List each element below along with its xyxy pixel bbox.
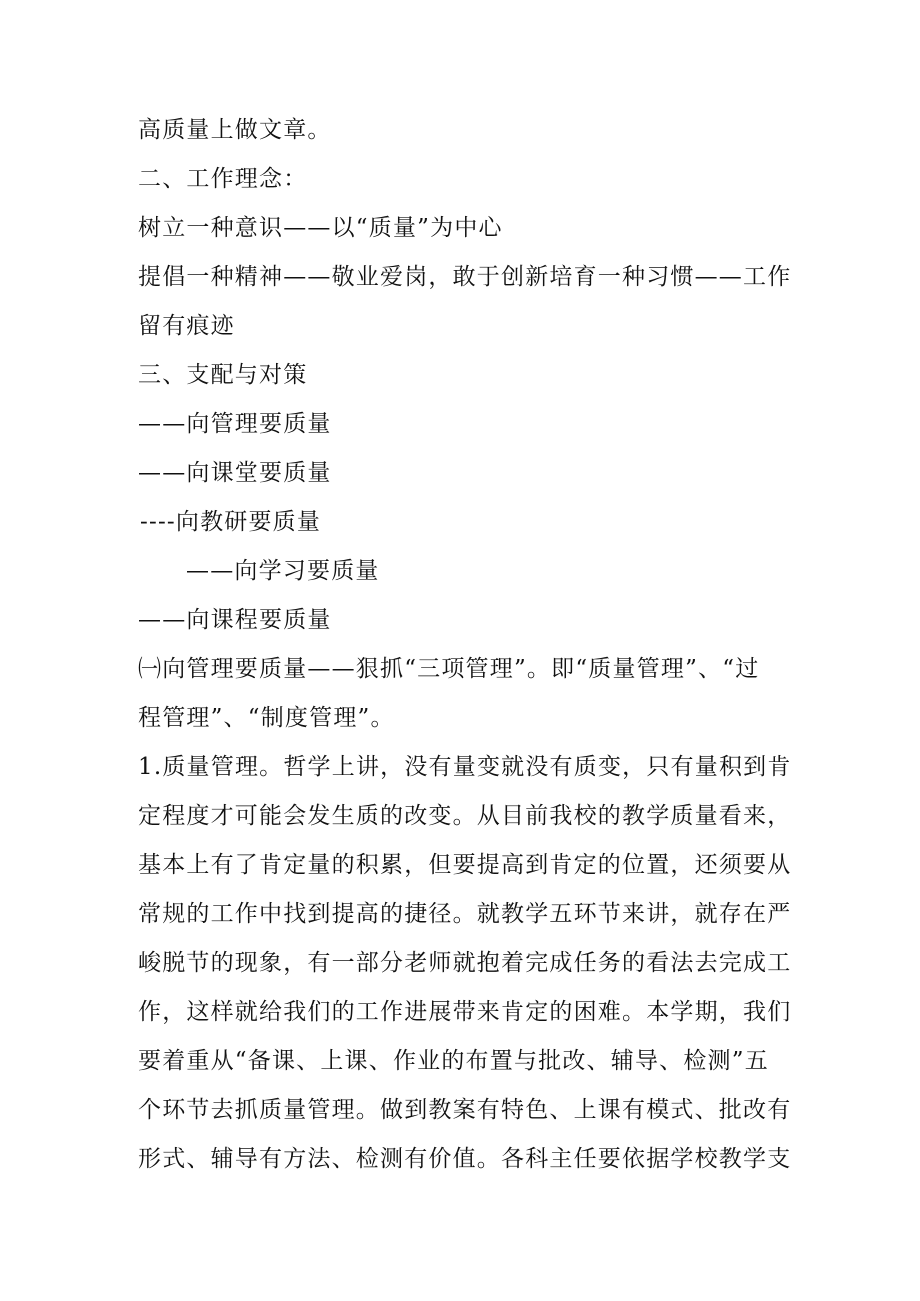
text-line-3: 树立一种意识——以“质量”为中心 (138, 215, 503, 241)
text-line-4: 提倡一种精神——敬业爱岗，敢于创新培育一种习惯——工作 (138, 264, 792, 290)
list-item-research: ----向教研要质量 (140, 509, 322, 535)
text-line-22: 形式、辅导有方法、检测有价值。各科主任要依据学校教学支 (138, 1146, 792, 1172)
text-line-14: 1.质量管理。哲学上讲，没有量变就没有质变，只有量积到肯 (138, 754, 792, 780)
text-line-20: 要着重从“备课、上课、作业的布置与批改、辅导、检测”五 (138, 1048, 769, 1074)
section-heading-3: 三、支配与对策 (138, 362, 308, 388)
section-heading-2: 二、工作理念： (138, 166, 308, 192)
text-line-21: 个环节去抓质量管理。做到教案有特色、上课有模式、批改有 (138, 1097, 792, 1123)
text-line-13: 程管理”、“制度管理”。 (138, 705, 395, 731)
list-item-curriculum: ——向课程要质量 (138, 607, 332, 633)
list-item-learning: ——向学习要质量 (186, 558, 380, 584)
text-line-5: 留有痕迹 (138, 313, 235, 339)
list-item-classroom: ——向课堂要质量 (138, 460, 332, 486)
text-line-1: 高质量上做文章。 (138, 117, 332, 143)
text-line-19: 作，这样就给我们的工作进展带来肯定的困难。本学期，我们 (138, 999, 792, 1025)
text-line-16: 基本上有了肯定量的积累，但要提高到肯定的位置，还须要从 (138, 852, 792, 878)
text-line-18: 峻脱节的现象，有一部分老师就抱着完成任务的看法去完成工 (138, 950, 792, 976)
list-item-management: ——向管理要质量 (138, 411, 332, 437)
text-line-17: 常规的工作中找到提高的捷径。就教学五环节来讲，就存在严 (138, 901, 792, 927)
text-line-15: 定程度才可能会发生质的改变。从目前我校的教学质量看来， (138, 803, 792, 829)
text-line-12: ㈠向管理要质量——狠抓“三项管理”。即“质量管理”、“过 (138, 656, 760, 682)
